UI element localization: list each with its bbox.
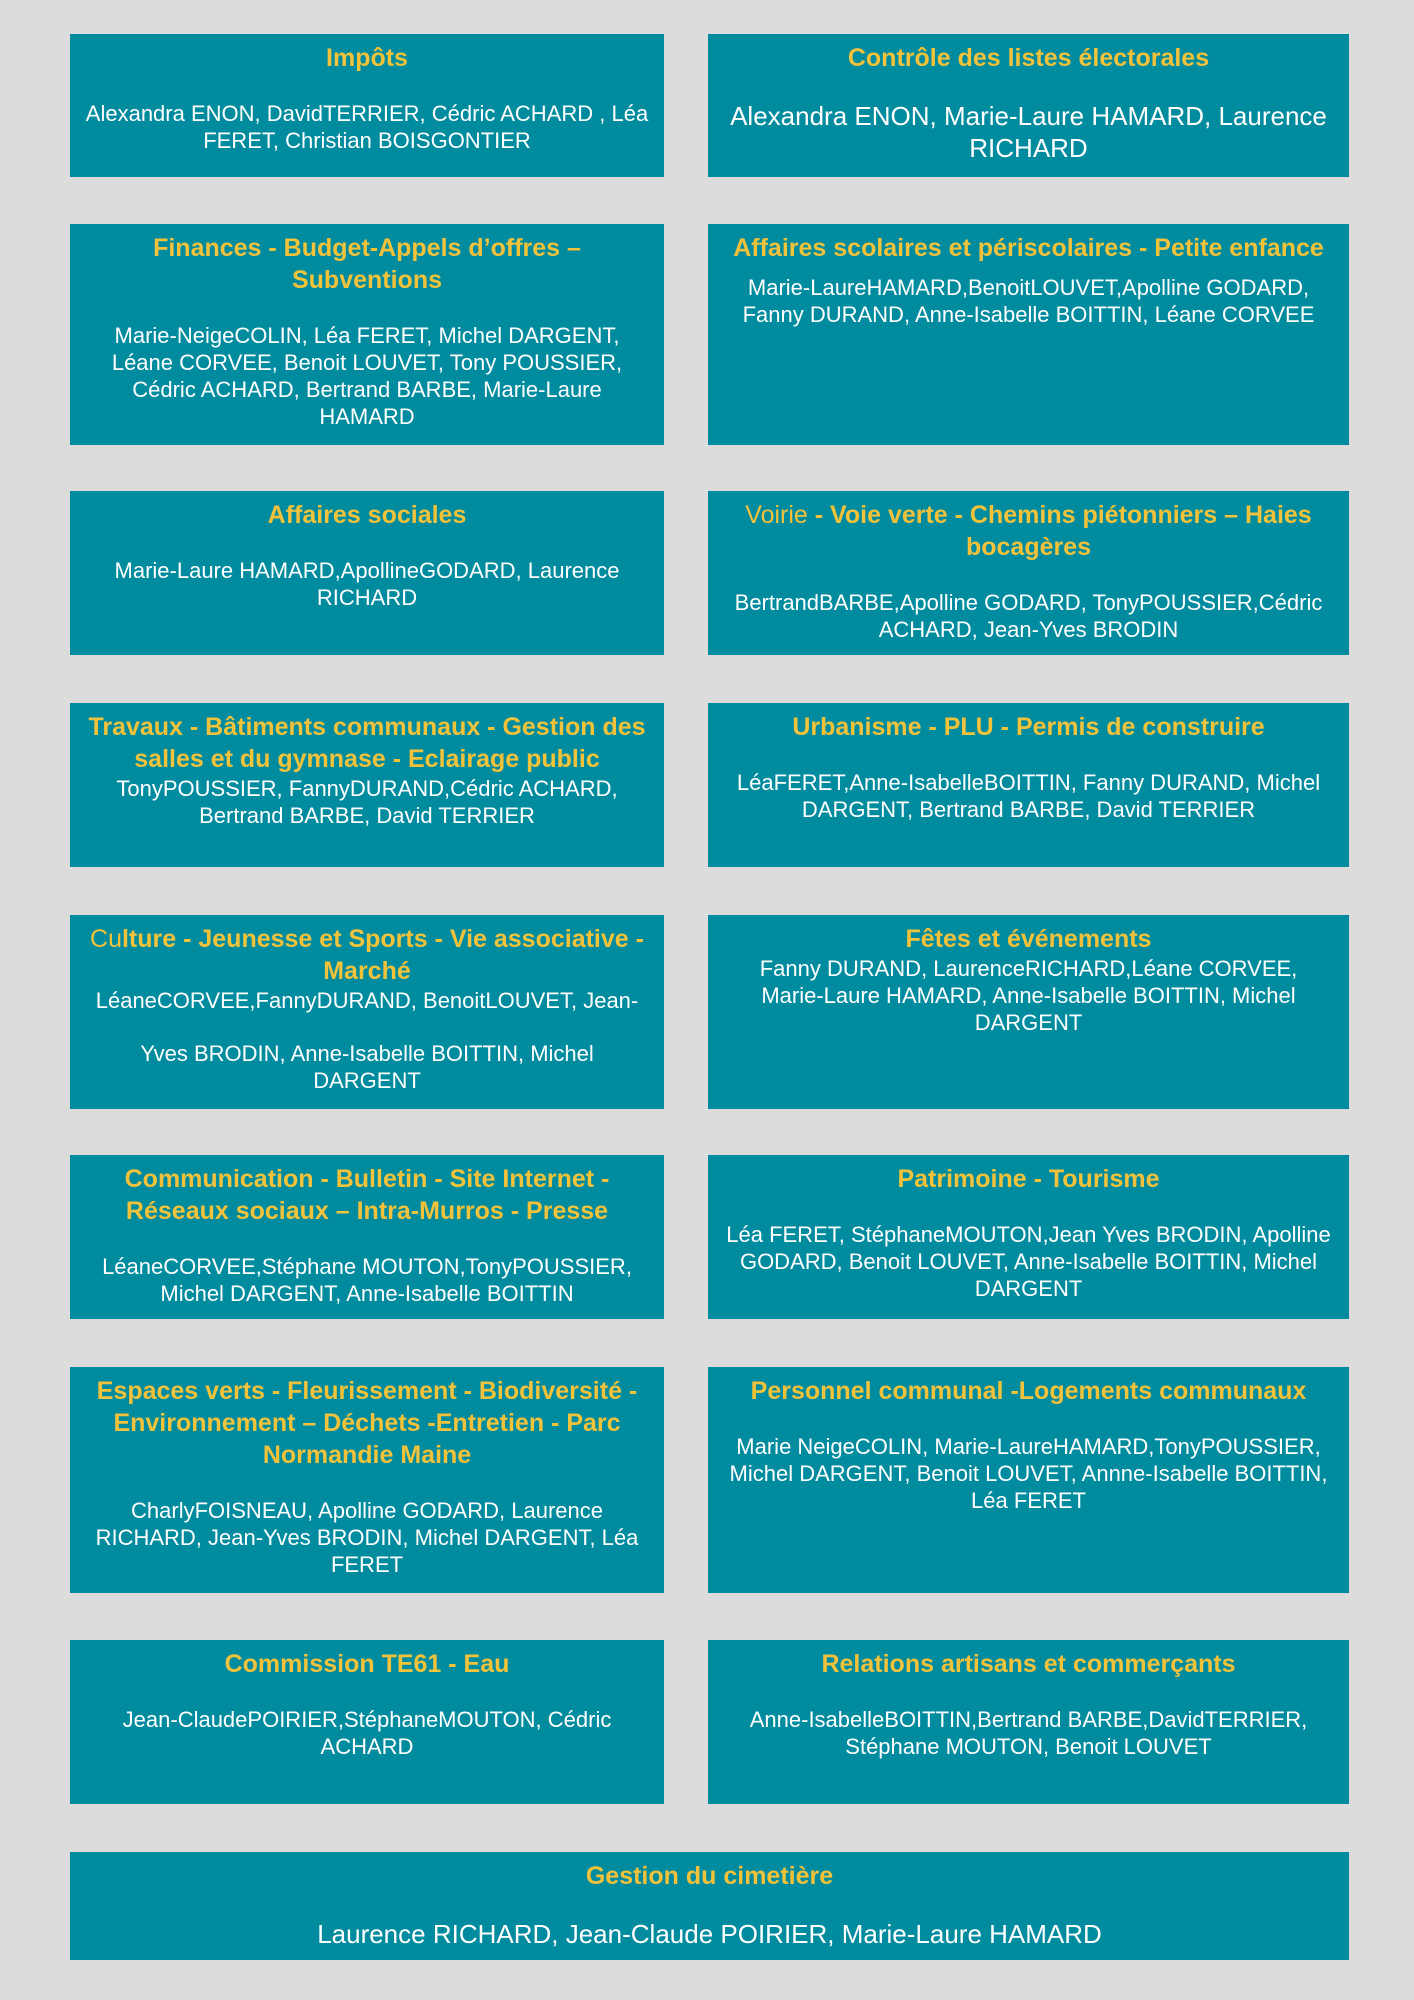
card-members: Marie-NeigeCOLIN, Léa FERET, Michel DARGENT, Léane CORVEE, Benoit LOUVET, Tony POUSSIER, Cédric ACHARD, Bertrand BARBE, Marie-Laure HAMARD <box>111 323 623 429</box>
card-cimetiere <box>70 1852 1349 1960</box>
card-title: Urbanisme - PLU - Permis de construire <box>792 713 1265 741</box>
card-title: Contrôle des listes électorales <box>847 44 1210 72</box>
card-members: LéaFERET,Anne-IsabelleBOITTIN, Fanny DURAND, Michel DARGENT, Bertrand BARBE, David TERRIER <box>736 770 1321 822</box>
card-members: CharlyFOISNEAU, Apolline GODARD, Laurence RICHARD, Jean-Yves BRODIN, Michel DARGENT, Léa FERET <box>95 1498 639 1577</box>
card-title <box>80 923 654 987</box>
card-members: BertrandBARBE,Apolline GODARD, TonyPOUSSIER,Cédric ACHARD, Jean-Yves BRODIN <box>734 590 1323 642</box>
card-listes-electorales <box>708 34 1349 177</box>
card-members: Anne-IsabelleBOITTIN,Bertrand BARBE,DavidTERRIER, Stéphane MOUTON, Benoit LOUVET <box>749 1707 1308 1759</box>
card-title-light: Voirie <box>745 501 808 529</box>
card-title: Finances - Budget-Appels d’offres – Subventions <box>153 234 581 294</box>
card-title: Affaires sociales <box>267 501 467 529</box>
card-members: Alexandra ENON, DavidTERRIER, Cédric ACHARD , Léa FERET, Christian BOISGONTIER <box>85 101 649 153</box>
card-affaires-sociales <box>70 491 664 655</box>
card-te61-eau <box>70 1640 664 1804</box>
card-title-rest: lture - Jeunesse et Sports - Vie associative - Marché <box>121 925 644 985</box>
card-communication <box>70 1155 664 1319</box>
card-culture <box>70 915 664 1109</box>
card-urbanisme <box>708 703 1349 867</box>
card-impots <box>70 34 664 177</box>
card-title: Commission TE61 - Eau <box>224 1650 510 1678</box>
card-members-line1: LéaneCORVEE,FannyDURAND, BenoitLOUVET, Jean- <box>95 988 639 1013</box>
card-title: Espaces verts - Fleurissement - Biodiversité - Environnement – Déchets -Entretien - Parc Normandie Maine <box>96 1377 638 1469</box>
card-affaires-scolaires <box>708 224 1349 445</box>
card-members: Laurence RICHARD, Jean-Claude POIRIER, Marie-Laure HAMARD <box>317 1919 1102 1949</box>
card-members: Marie-Laure HAMARD,ApollineGODARD, Laurence RICHARD <box>114 558 620 610</box>
card-title: Patrimoine - Tourisme <box>897 1165 1160 1193</box>
card-title: Relations artisans et commerçants <box>821 1650 1236 1678</box>
card-title <box>718 499 1339 563</box>
card-finances <box>70 224 664 445</box>
card-members: TonyPOUSSIER, FannyDURAND,Cédric ACHARD, Bertrand BARBE, David TERRIER <box>116 776 618 828</box>
card-title: Impôts <box>326 44 408 72</box>
card-members-line2: Yves BRODIN, Anne-Isabelle BOITTIN, Michel DARGENT <box>140 1041 594 1093</box>
card-title: Fêtes et événements <box>905 925 1152 953</box>
card-title-light: Cu <box>90 925 122 953</box>
card-members: Fanny DURAND, LaurenceRICHARD,Léane CORVEE, Marie-Laure HAMARD, Anne-Isabelle BOITTIN, Michel DARGENT <box>759 956 1298 1035</box>
card-members: Léa FERET, StéphaneMOUTON,Jean Yves BRODIN, Apolline GODARD, Benoit LOUVET, Anne-Isabelle BOITTIN, Michel DARGENT <box>726 1222 1331 1301</box>
card-members: LéaneCORVEE,Stéphane MOUTON,TonyPOUSSIER, Michel DARGENT, Anne-Isabelle BOITTIN <box>102 1254 632 1306</box>
card-patrimoine <box>708 1155 1349 1319</box>
card-title: Affaires scolaires et périscolaires - Petite enfance <box>733 234 1324 262</box>
card-members: Marie-LaureHAMARD,BenoitLOUVET,Apolline GODARD, Fanny DURAND, Anne-Isabelle BOITTIN, Léane CORVEE <box>742 275 1315 327</box>
card-members: Jean-ClaudePOIRIER,StéphaneMOUTON, Cédric ACHARD <box>122 1707 612 1759</box>
card-title: Personnel communal -Logements communaux <box>750 1377 1307 1405</box>
card-members: Alexandra ENON, Marie-Laure HAMARD, Laurence RICHARD <box>730 101 1327 163</box>
card-members: Marie NeigeCOLIN, Marie-LaureHAMARD,TonyPOUSSIER, Michel DARGENT, Benoit LOUVET, Annne-Isabelle BOITTIN, Léa FERET <box>729 1434 1328 1513</box>
card-voirie <box>708 491 1349 655</box>
card-artisans-commercants <box>708 1640 1349 1804</box>
card-title: Gestion du cimetière <box>585 1862 834 1890</box>
card-espaces-verts <box>70 1367 664 1593</box>
card-title: Communication - Bulletin - Site Internet - Réseaux sociaux – Intra-Murros - Presse <box>124 1165 610 1225</box>
card-title-rest: - Voie verte - Chemins piétonniers – Haies bocagères <box>807 501 1312 561</box>
card-fetes <box>708 915 1349 1109</box>
card-personnel-communal <box>708 1367 1349 1593</box>
card-travaux <box>70 703 664 867</box>
card-title: Travaux - Bâtiments communaux - Gestion des salles et du gymnase - Eclairage public <box>88 713 646 773</box>
